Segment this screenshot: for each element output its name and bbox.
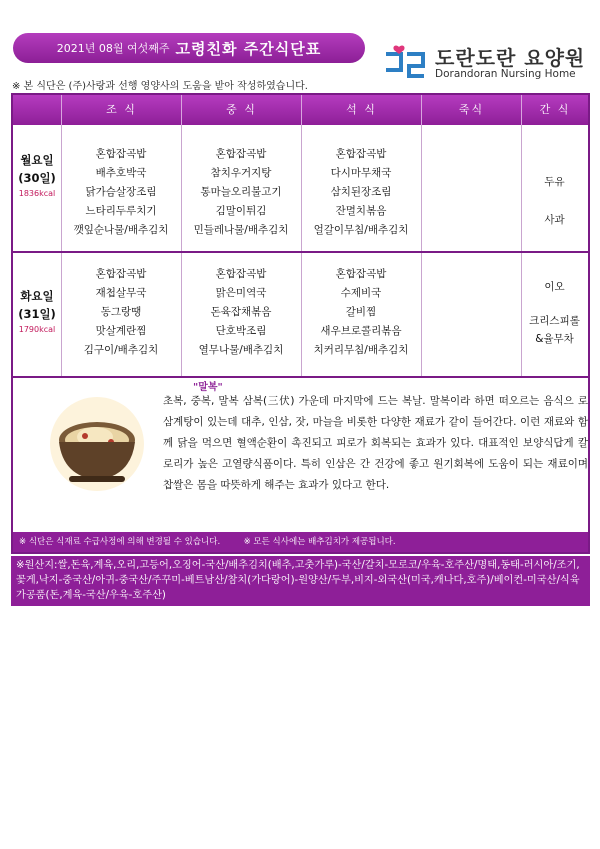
menu-item: 통마늘오리불고기 bbox=[200, 186, 282, 198]
footnote-right: ※ 모든 식사에는 배추김치가 제공됩니다. bbox=[243, 537, 396, 547]
monday-lunch bbox=[181, 145, 301, 240]
samgyetang-pot-icon bbox=[49, 396, 145, 492]
menu-item: 닭가슴살장조림 bbox=[85, 186, 157, 198]
title-main: 고령친화 주간식단표 bbox=[175, 39, 322, 58]
menu-item: 두유 bbox=[544, 176, 565, 188]
day-date: (31일) bbox=[18, 307, 56, 321]
menu-item: 얼갈이무침/배추김치 bbox=[313, 224, 409, 236]
menu-item: 배추호박국 bbox=[95, 167, 147, 179]
menu-item: &율무차 bbox=[535, 333, 574, 345]
monday-snack bbox=[521, 163, 588, 239]
day-monday bbox=[13, 151, 61, 201]
tuesday-snack bbox=[521, 278, 588, 348]
monday-breakfast bbox=[61, 145, 181, 240]
menu-item: 치커리무침/배추김치 bbox=[313, 344, 409, 356]
logo-mark-icon bbox=[383, 44, 427, 80]
day-name: 화요일 bbox=[20, 289, 54, 303]
menu-item: 새우브로콜리볶음 bbox=[320, 325, 402, 337]
menu-item: 잔멸치볶음 bbox=[335, 205, 387, 217]
logo bbox=[383, 40, 593, 85]
header-lunch: 중 식 bbox=[181, 95, 301, 125]
day-kcal: 1836kcal bbox=[18, 189, 56, 198]
title-week: 2021년 08월 여섯째주 bbox=[56, 42, 170, 55]
tuesday-lunch bbox=[181, 265, 301, 360]
menu-item: 재첩살무국 bbox=[95, 287, 147, 299]
menu-item: 혼합잡곡밥 bbox=[95, 268, 147, 280]
menu-item: 열무나물/배추김치 bbox=[198, 344, 284, 356]
table-header bbox=[13, 95, 588, 125]
header-porridge: 죽식 bbox=[421, 95, 521, 125]
origin-text: ※원산지:쌀,돈육,계육,오리,고등어,오징어-국산/배추김치(배추,고춧가루)-국산/갈치-모로코/우육-호주산/명태,동태-러시아/조기,꽃게,낙지-중국산/아귀-중국산/주꾸미-베트남산/참치(가다랑어)-원양산/두부,비지-외국산(미국,캐나다,호주)/베이컨-미국산/식육가공품(돈,계육-국산/우육-호주산) bbox=[16, 560, 580, 601]
menu-item: 동그랑땡 bbox=[100, 306, 142, 318]
header-snack: 간 식 bbox=[521, 95, 588, 125]
menu-item: 수제비국 bbox=[340, 287, 382, 299]
footnote-bar bbox=[13, 532, 588, 552]
info-text: 초복, 중복, 말복 삼복(三伏) 가운데 마지막에 드는 복날. 말복이라 하면 떠오르는 음식으 로 삼계탕이 있는데 대추, 인삼, 잣, 마늘을 비롯한 다양한 재료가 같이 들어간다. 이런 재료와 함께 닭을 먹으면 혈액순환이 촉진되고 피로가 회복되는 효과가 있다. 대표적인 보양식답게 칼로리가 높은 고열량식품이다. 특히 인삼은 간 건강에 좋고 원기회복에 도움이 되는 재료이며 찹쌀은 몸을 따뜻하게 해주는 효과가 있다고 한다. bbox=[163, 395, 588, 491]
menu-item: 김말이튀김 bbox=[215, 205, 267, 217]
menu-item: 사과 bbox=[544, 214, 565, 226]
header-breakfast: 조 식 bbox=[61, 95, 181, 125]
menu-item: 느타리두루치기 bbox=[85, 205, 157, 217]
menu-item: 혼합잡곡밥 bbox=[335, 268, 387, 280]
menu-item: 민들레나물/배추김치 bbox=[193, 224, 289, 236]
menu-item: 맑은미역국 bbox=[215, 287, 267, 299]
menu-title bbox=[13, 33, 365, 63]
menu-item: 단호박조림 bbox=[215, 325, 267, 337]
menu-item: 김구이/배추김치 bbox=[83, 344, 159, 356]
menu-item: 맛살계란찜 bbox=[95, 325, 147, 337]
menu-item: 참치우거지탕 bbox=[210, 167, 272, 179]
menu-item: 삼치된장조림 bbox=[330, 186, 392, 198]
logo-name-ko: 도란도란 요양원 bbox=[435, 46, 586, 70]
day-kcal: 1790kcal bbox=[18, 325, 56, 334]
menu-item: 갈비찜 bbox=[345, 306, 377, 318]
origin-box bbox=[11, 556, 590, 606]
menu-item: 혼합잡곡밥 bbox=[95, 148, 147, 160]
weekly-menu-table bbox=[11, 93, 590, 554]
day-name: 월요일 bbox=[20, 153, 54, 167]
row-separator bbox=[13, 251, 588, 253]
menu-item: 혼합잡곡밥 bbox=[215, 148, 267, 160]
spacer bbox=[521, 296, 588, 312]
author-note: ※ 본 식단은 (주)사랑과 선행 영양사의 도움을 받아 작성하였습니다. bbox=[12, 81, 308, 92]
menu-item: 다시마무채국 bbox=[330, 167, 392, 179]
menu-item: 혼합잡곡밥 bbox=[335, 148, 387, 160]
menu-item: 크리스피롤 bbox=[529, 315, 580, 327]
day-date: (30일) bbox=[18, 171, 56, 185]
info-section bbox=[13, 378, 588, 530]
tuesday-dinner bbox=[301, 265, 421, 360]
monday-dinner bbox=[301, 145, 421, 240]
info-title: "말복" bbox=[193, 382, 223, 393]
menu-item: 이오 bbox=[544, 281, 565, 293]
menu-item: 혼합잡곡밥 bbox=[215, 268, 267, 280]
menu-item: 깻잎순나물/배추김치 bbox=[73, 224, 169, 236]
logo-name-en: Dorandoran Nursing Home bbox=[435, 68, 576, 80]
header-day-corner bbox=[13, 95, 61, 125]
tuesday-breakfast bbox=[61, 265, 181, 360]
header-dinner: 석 식 bbox=[301, 95, 421, 125]
menu-item: 돈육잡채볶음 bbox=[210, 306, 272, 318]
day-tuesday bbox=[13, 287, 61, 337]
footnote-left: ※ 식단은 식재료 수급사정에 의해 변경될 수 있습니다. bbox=[19, 537, 221, 547]
